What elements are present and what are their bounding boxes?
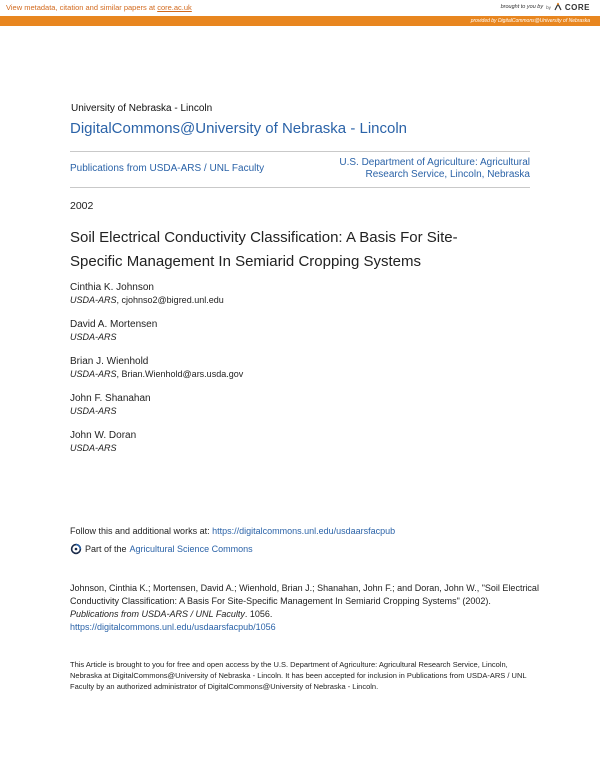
- author-name: John W. Doran: [70, 430, 137, 441]
- author-org: USDA-ARS: [70, 369, 117, 379]
- follow-line: [70, 526, 395, 536]
- core-by-text: by: [546, 4, 551, 10]
- provided-by-strip: [0, 16, 600, 26]
- author-org: USDA-ARS: [70, 295, 117, 305]
- citation-number: . 1056.: [244, 609, 273, 619]
- author-item: [70, 430, 243, 454]
- metadata-notice: [6, 3, 192, 12]
- part-of-text: Part of the: [85, 544, 127, 554]
- core-word: CORE: [564, 2, 590, 12]
- brought-by: [501, 2, 590, 12]
- department-line-2: Research Service, Lincoln, Nebraska: [365, 169, 530, 180]
- citation-block: [70, 582, 540, 634]
- author-email: , cjohnso2@bigred.unl.edu: [116, 295, 224, 305]
- author-affiliation: [70, 442, 243, 454]
- core-logo-icon: [553, 2, 563, 12]
- author-list: [70, 282, 243, 467]
- brought-to-you-text: brought to you by: [500, 4, 544, 10]
- institution-name: University of Nebraska - Lincoln: [71, 103, 213, 114]
- author-name: John F. Shanahan: [70, 393, 151, 404]
- metadata-text: View metadata, citation and similar papers at: [6, 3, 158, 12]
- citation-authors: Johnson, Cinthia K.; Mortensen, David A.; Wienhold, Brian J.; Shanahan, John F.; and Doran, John W., "Soil Electrical Conductivity Classification: A Basis For Site-Specific Management In Semiarid Cropping Systems" (2002).: [70, 583, 539, 606]
- publication-year: 2002: [70, 200, 94, 212]
- author-item: [70, 282, 243, 306]
- author-name: Cinthia K. Johnson: [70, 282, 154, 293]
- divider-top: [70, 151, 530, 152]
- author-item: [70, 319, 243, 343]
- collection-link[interactable]: Publications from USDA-ARS / UNL Faculty: [70, 163, 265, 174]
- author-email: , Brian.Wienhold@ars.usda.gov: [116, 369, 244, 379]
- author-org: USDA-ARS: [70, 443, 117, 453]
- discipline-link[interactable]: Agricultural Science Commons: [129, 544, 253, 554]
- author-item: [70, 356, 243, 380]
- author-affiliation: [70, 368, 243, 380]
- article-title: Soil Electrical Conductivity Classification: A Basis For Site-Specific Management In Semiarid Cropping Systems: [70, 229, 458, 270]
- author-affiliation: [70, 294, 243, 306]
- author-item: [70, 393, 243, 417]
- core-logo[interactable]: [546, 2, 590, 12]
- follow-link[interactable]: https://digitalcommons.unl.edu/usdaarsfacpub: [212, 526, 396, 536]
- divider-bottom: [70, 187, 530, 188]
- provided-by-text[interactable]: provided by DigitalCommons@University of Nebraska: [470, 17, 590, 24]
- citation-link[interactable]: https://digitalcommons.unl.edu/usdaarsfacpub/1056: [70, 622, 276, 632]
- author-org: USDA-ARS: [70, 406, 117, 416]
- department-line-1: U.S. Department of Agriculture: Agricultural: [339, 157, 530, 168]
- follow-text: Follow this and additional works at:: [70, 526, 213, 536]
- department-link[interactable]: [300, 157, 530, 181]
- core-link[interactable]: core.ac.uk: [157, 3, 192, 12]
- access-notice: This Article is brought to you for free and open access by the U.S. Department of Agriculture: Agricultural Research Service, Lincoln, Nebraska at DigitalCommons@University of Nebraska - Lincoln. It has been accepted for inclusion in Publications from USDA-ARS / UNL Faculty by an authorized administrator of DigitalCommons@University of Nebraska - Lincoln.: [70, 660, 527, 691]
- author-org: USDA-ARS: [70, 332, 117, 342]
- citation-series: Publications from USDA-ARS / UNL Faculty: [70, 609, 245, 619]
- author-affiliation: [70, 331, 243, 343]
- part-of-line: [70, 543, 253, 555]
- open-access-icon: [70, 543, 82, 555]
- repository-link[interactable]: DigitalCommons@University of Nebraska - Lincoln: [70, 120, 408, 137]
- author-name: David A. Mortensen: [70, 319, 158, 330]
- author-affiliation: [70, 405, 243, 417]
- author-name: Brian J. Wienhold: [70, 356, 149, 367]
